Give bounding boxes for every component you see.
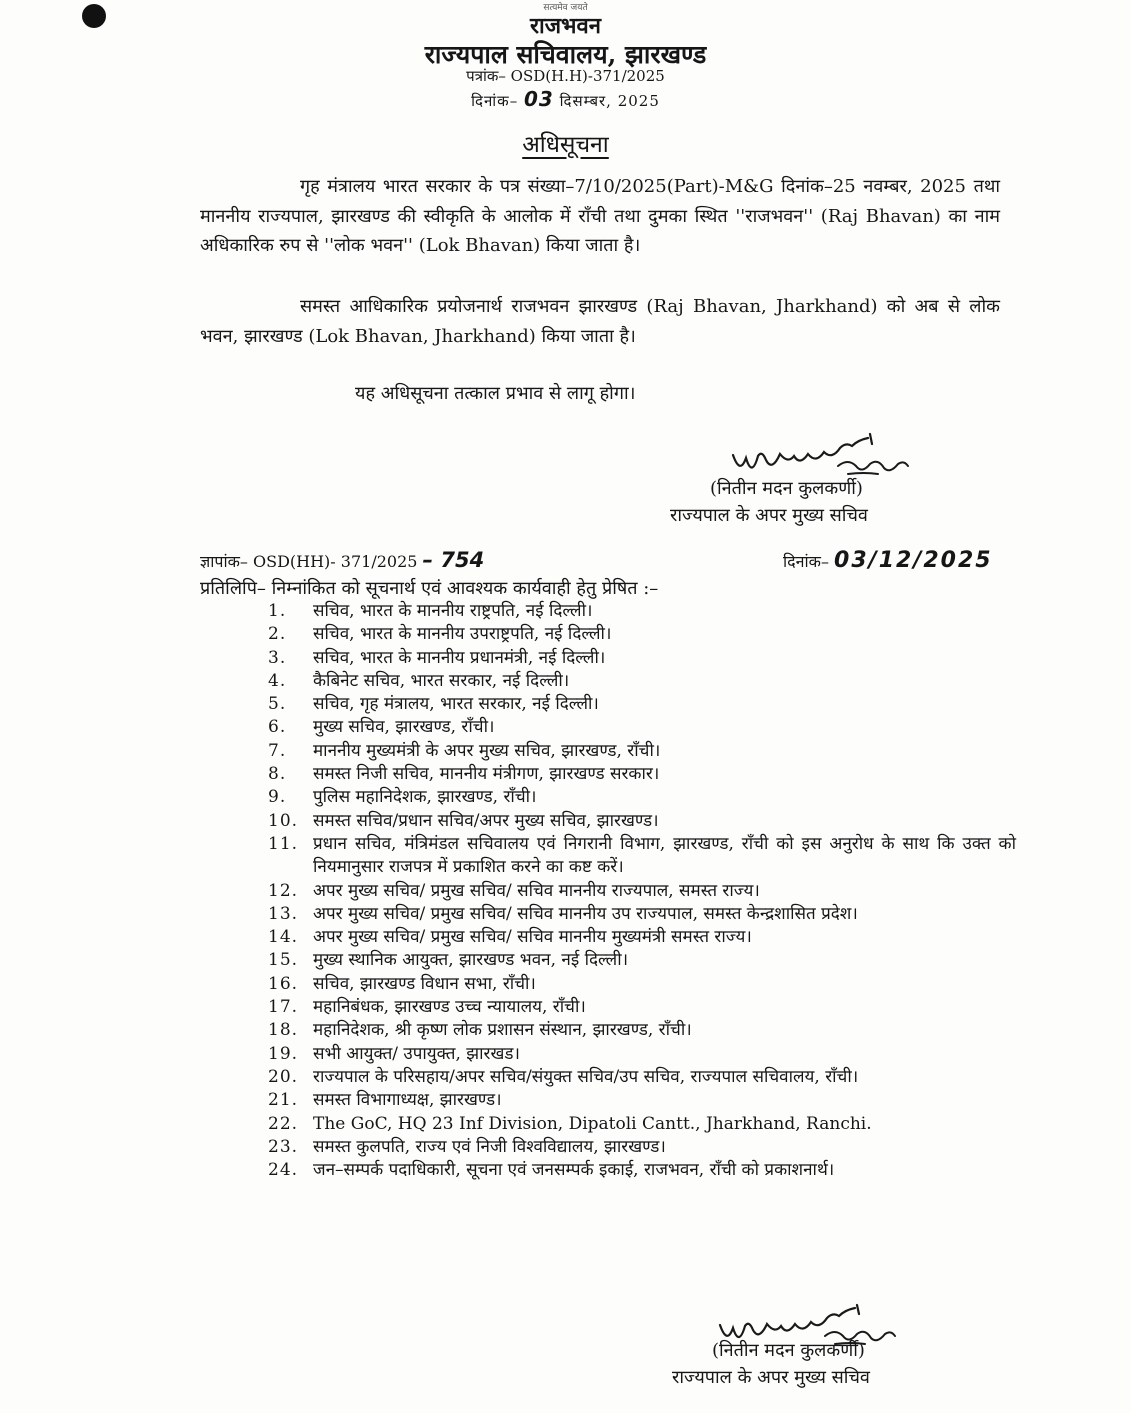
recipient-text: महानिबंधक, झारखण्ड उच्च न्यायालय, राँची। <box>313 997 586 1018</box>
recipient-number: 6. <box>268 717 287 738</box>
date-day-handwritten: 03 <box>523 87 554 111</box>
recipient-text: सचिव, भारत के माननीय उपराष्ट्रपति, नई दिल्ली। <box>313 624 612 645</box>
recipient-text: सचिव, झारखण्ड विधान सभा, राँची। <box>313 973 536 994</box>
recipient-number: 20. <box>268 1066 299 1087</box>
office-name: राजभवन <box>530 13 601 39</box>
recipient-text: अपर मुख्य सचिव/ प्रमुख सचिव/ सचिव माननीय मुख्यमंत्री समस्त राज्य। <box>313 927 752 948</box>
recipient-text: समस्त सचिव/प्रधान सचिव/अपर मुख्य सचिव, झारखण्ड। <box>313 810 659 831</box>
recipient-number: 22. <box>268 1113 299 1134</box>
recipient-item <box>268 996 1016 1019</box>
secretariat-name: राज्यपाल सचिवालय, झारखण्ड <box>424 40 707 69</box>
recipient-item <box>268 926 1016 949</box>
recipient-item <box>268 1089 1016 1112</box>
recipient-text: समस्त कुलपति, राज्य एवं निजी विश्वविद्यालय, झारखण्ड। <box>313 1136 666 1157</box>
signatory-designation-1: राज्यपाल के अपर मुख्य सचिव <box>670 505 868 526</box>
copy-to-label: प्रतिलिपि– निम्नांकित को सूचनार्थ एवं आवश्यक कार्यवाही हेतु प्रेषित :– <box>200 578 659 599</box>
signatory-name-2: (नितीन मदन कुलकर्णी) <box>712 1340 865 1361</box>
recipient-text: सभी आयुक्त/ उपायुक्त, झारखड। <box>313 1043 520 1064</box>
recipient-item <box>268 1136 1016 1159</box>
signatory-name-1: (नितीन मदन कुलकर्णी) <box>710 478 863 499</box>
recipient-text: महानिदेशक, श्री कृष्ण लोक प्रशासन संस्थान, झारखण्ड, राँची। <box>313 1020 692 1041</box>
recipient-item <box>268 1113 1016 1136</box>
recipient-text: सचिव, भारत के माननीय प्रधानमंत्री, नई दिल्ली। <box>313 647 606 668</box>
recipient-item <box>268 623 1016 646</box>
recipient-number: 4. <box>268 670 287 691</box>
recipient-text: समस्त विभागाध्यक्ष, झारखण्ड। <box>313 1090 502 1111</box>
body-paragraph-1: गृह मंत्रालय भारत सरकार के पत्र संख्या–7/10/2025(Part)-M&G दिनांक–25 नवम्बर, 2025 तथा माननीय राज्यपाल, झारखण्ड की स्वीकृति के आलोक में राँची तथा दुमका स्थित ''राजभवन'' (Raj Bhavan) का नाम अधिकारिक रुप से ''लोक भवन'' (Lok Bhavan) किया जाता है। <box>200 176 1000 256</box>
recipient-text: समस्त निजी सचिव, माननीय मंत्रीगण, झारखण्ड सरकार। <box>313 764 660 785</box>
recipient-number: 10. <box>268 810 299 831</box>
recipient-list <box>268 600 1016 1182</box>
recipient-item <box>268 833 1016 880</box>
recipient-item <box>268 1159 1016 1182</box>
recipient-text: राज्यपाल के परिसहाय/अपर सचिव/संयुक्त सचिव/उप सचिव, राज्यपाल सचिवालय, राँची। <box>313 1066 859 1087</box>
body-paragraph-2: समस्त आधिकारिक प्रयोजनार्थ राजभवन झारखण्ड (Raj Bhavan, Jharkhand) को अब से लोक भवन, झारखण्ड (Lok Bhavan, Jharkhand) किया जाता है। <box>200 296 1000 347</box>
recipient-item <box>268 880 1016 903</box>
recipient-text: मुख्य सचिव, झारखण्ड, राँची। <box>313 717 495 738</box>
recipient-text: जन–सम्पर्क पदाधिकारी, सूचना एवं जनसम्पर्क इकाई, राजभवन, राँची को प्रकाशनार्थ। <box>313 1160 835 1181</box>
recipient-number: 7. <box>268 740 287 761</box>
recipient-item <box>268 647 1016 670</box>
emblem-text: सत्यमेव जयते <box>543 3 588 13</box>
recipient-text: सचिव, गृह मंत्रालय, भारत सरकार, नई दिल्ली। <box>313 694 599 715</box>
recipient-number: 12. <box>268 880 299 901</box>
recipient-text: सचिव, भारत के माननीय राष्ट्रपति, नई दिल्ली। <box>313 601 593 621</box>
memo-date-handwritten: 03/12/2025 <box>834 548 993 573</box>
recipient-number: 18. <box>268 1020 299 1041</box>
recipient-item <box>268 740 1016 763</box>
recipient-number: 5. <box>268 694 287 715</box>
recipient-item <box>268 810 1016 833</box>
recipient-item <box>268 763 1016 786</box>
recipient-number: 3. <box>268 647 287 668</box>
recipient-item <box>268 1019 1016 1042</box>
recipient-number: 11. <box>268 833 299 854</box>
signatory-designation-2: राज्यपाल के अपर मुख्य सचिव <box>672 1367 870 1388</box>
memo-date: दिनांक– 03/12/2025 <box>783 548 993 573</box>
recipient-number: 23. <box>268 1136 299 1157</box>
recipient-text: मुख्य स्थानिक आयुक्त, झारखण्ड भवन, नई दिल्ली। <box>313 950 629 971</box>
letter-date <box>0 87 1131 111</box>
memo-number: ज्ञापांक– OSD(HH)- 371/2025 – 754 <box>200 548 485 572</box>
recipient-item <box>268 716 1016 739</box>
recipient-number: 17. <box>268 997 299 1018</box>
recipient-item <box>268 670 1016 693</box>
letter-number: पत्रांक– OSD(H.H)-371/2025 <box>466 67 665 85</box>
date-label: दिनांक– <box>471 92 519 110</box>
recipient-number: 19. <box>268 1043 299 1064</box>
recipient-number: 21. <box>268 1090 299 1111</box>
recipient-text: कैबिनेट सचिव, भारत सरकार, नई दिल्ली। <box>313 670 570 691</box>
recipient-text: The GoC, HQ 23 Inf Division, Dipatoli Cantt., Jharkhand, Ranchi. <box>313 1113 872 1134</box>
recipient-number: 1. <box>268 601 287 621</box>
recipient-item <box>268 786 1016 809</box>
recipient-text: अपर मुख्य सचिव/ प्रमुख सचिव/ सचिव माननीय राज्यपाल, समस्त राज्य। <box>313 880 760 901</box>
recipient-number: 2. <box>268 624 287 645</box>
recipient-number: 15. <box>268 950 299 971</box>
recipient-number: 24. <box>268 1160 299 1181</box>
body-paragraph-3: यह अधिसूचना तत्काल प्रभाव से लागू होगा। <box>355 383 636 404</box>
recipient-text: पुलिस महानिदेशक, झारखण्ड, राँची। <box>313 787 537 808</box>
recipient-item <box>268 1043 1016 1066</box>
recipient-number: 13. <box>268 903 299 924</box>
recipient-item <box>268 903 1016 926</box>
recipient-number: 8. <box>268 764 287 785</box>
recipient-item <box>268 600 1016 623</box>
recipient-number: 14. <box>268 927 299 948</box>
recipient-item <box>268 973 1016 996</box>
date-month-year: दिसम्बर, 2025 <box>559 92 660 110</box>
recipient-number: 9. <box>268 787 287 808</box>
recipient-item <box>268 693 1016 716</box>
recipient-text: माननीय मुख्यमंत्री के अपर मुख्य सचिव, झारखण्ड, राँची। <box>313 740 661 761</box>
notification-title: अधिसूचना <box>522 132 609 158</box>
recipient-number: 16. <box>268 973 299 994</box>
recipient-item <box>268 949 1016 972</box>
memo-number-handwritten: – 754 <box>422 548 485 572</box>
recipient-text: अपर मुख्य सचिव/ प्रमुख सचिव/ सचिव माननीय उप राज्यपाल, समस्त केन्द्रशासित प्रदेश। <box>313 903 858 924</box>
recipient-item <box>268 1066 1016 1089</box>
recipient-text: प्रधान सचिव, मंत्रिमंडल सचिवालय एवं निगरानी विभाग, झारखण्ड, राँची को इस अनुरोध के साथ कि उक्त को नियमानुसार राजपत्र में प्रकाशित करने का कष्ट करें। <box>313 833 1016 878</box>
